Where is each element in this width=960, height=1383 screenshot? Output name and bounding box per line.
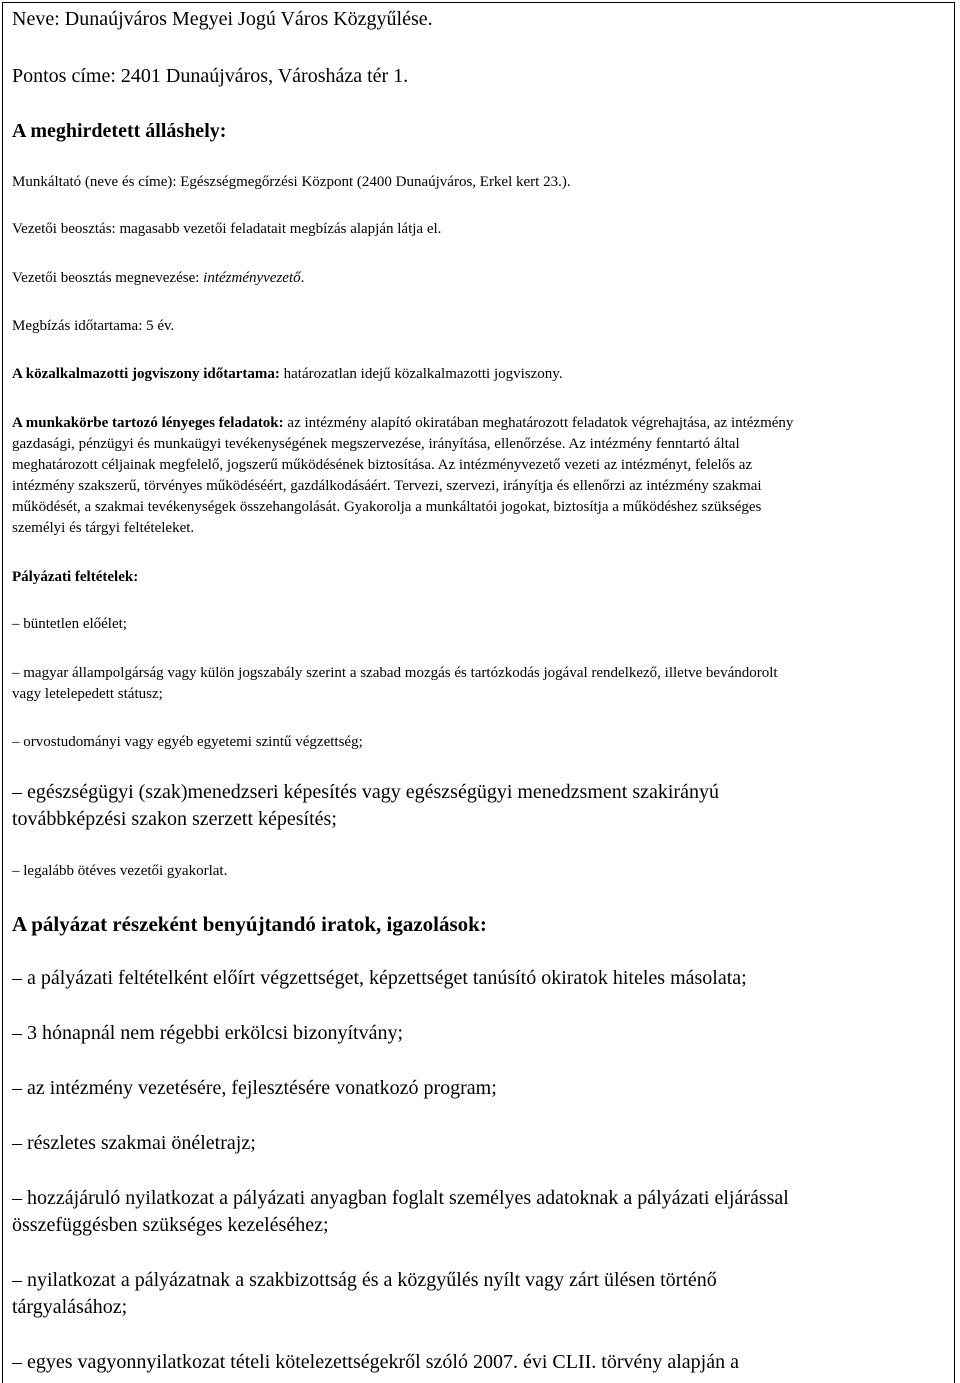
document-item-1: – a pályázati feltételként előírt végzettséget, képzettséget tanúsító okiratok hiteles másolata;: [12, 967, 747, 989]
document-item-2: – 3 hónapnál nem régebbi erkölcsi bizonyítvány;: [12, 1022, 404, 1044]
document-item-4: – részletes szakmai önéletrajz;: [12, 1132, 256, 1154]
condition-item-2: – magyar állampolgárság vagy külön jogszabály szerint a szabad mozgás és tartózkodás jogával rendelkező, illetve bevándorolt: [12, 665, 778, 681]
position-title-line: [12, 268, 304, 289]
document-item-3: – az intézmény vezetésére, fejlesztésére vonatkozó program;: [12, 1077, 497, 1099]
position-heading: A meghirdetett álláshely:: [12, 120, 227, 142]
duties-text-1: az intézmény alapító okiratában meghatározott feladatok végrehajtása, az intézmény: [283, 415, 794, 431]
employer-line: Munkáltató (neve és címe): Egészségmegőrzési Központ (2400 Dunaújváros, Erkel kert 23.).: [12, 174, 571, 190]
organization-name: Neve: Dunaújváros Megyei Jogú Város Közgyűlése.: [12, 8, 433, 30]
duties-line-5: működését, a szakmai tevékenységek összehangolását. Gyakorolja a munkáltatói jogokat, biztosítja a működéshez szükséges: [12, 499, 762, 515]
document-item-7: – egyes vagyonnyilatkozat tételi kötelezettségekről szóló 2007. évi CLII. törvény alapján a: [12, 1351, 739, 1373]
position-title-end: .: [300, 270, 305, 286]
condition-item-4-cont: továbbképzési szakon szerzett képesítés;: [12, 808, 337, 830]
condition-item-2-cont: vagy letelepedett státusz;: [12, 686, 163, 702]
duties-line-2: gazdasági, pénzügyi és munkaügyi tevékenységének megszervezése, irányítása, ellenőrzése. Az intézmény fenntartó által: [12, 436, 740, 452]
document-item-6: – nyilatkozat a pályázatnak a szakbizottság és a közgyűlés nyílt vagy zárt ülésen történő: [12, 1269, 717, 1291]
conditions-heading: Pályázati feltételek:: [12, 569, 139, 585]
duties-line-4: intézmény szakszerű, törvényes működéséért, gazdálkodásáért. Tervezi, szervezi, irányítja és ellenőrzi az intézmény szakmai: [12, 478, 762, 494]
condition-item-5: – legalább ötéves vezetői gyakorlat.: [12, 863, 228, 879]
employment-value: határozatlan idejű közalkalmazotti jogviszony.: [279, 366, 563, 382]
document-item-6-cont: tárgyalásához;: [12, 1296, 128, 1318]
position-title-label: Vezetői beosztás megnevezése:: [12, 270, 204, 286]
position-title-value: intézményvezető: [203, 270, 301, 286]
duties-label: A munkakörbe tartozó lényeges feladatok:: [12, 415, 284, 431]
duties-line-3: meghatározott céljainak megfelelő, jogszerű működésének biztosítása. Az intézményvezető vezeti az intézményt, felelős az: [12, 457, 753, 473]
organization-address: Pontos címe: 2401 Dunaújváros, Városháza tér 1.: [12, 65, 409, 87]
employment-line: [12, 364, 563, 385]
document-item-5: – hozzájáruló nyilatkozat a pályázati anyagban foglalt személyes adatoknak a pályázati eljárással: [12, 1187, 789, 1209]
documents-heading: A pályázat részeként benyújtandó iratok, igazolások:: [12, 912, 487, 936]
document-item-5-cont: összefüggésben szükséges kezeléséhez;: [12, 1214, 329, 1236]
condition-item-4: – egészségügyi (szak)menedzseri képesítés vagy egészségügyi menedzsment szakirányú: [12, 781, 719, 803]
duties-line-6: személyi és tárgyi feltételeket.: [12, 520, 195, 536]
leadership-line: Vezetői beosztás: magasabb vezetői feladatait megbízás alapján látja el.: [12, 221, 442, 237]
duties-line-1: [12, 413, 793, 434]
term-line: Megbízás időtartama: 5 év.: [12, 318, 175, 334]
condition-item-1: – büntetlen előélet;: [12, 616, 127, 632]
employment-label: A közalkalmazotti jogviszony időtartama:: [12, 366, 280, 382]
condition-item-3: – orvostudományi vagy egyéb egyetemi szintű végzettség;: [12, 734, 363, 750]
